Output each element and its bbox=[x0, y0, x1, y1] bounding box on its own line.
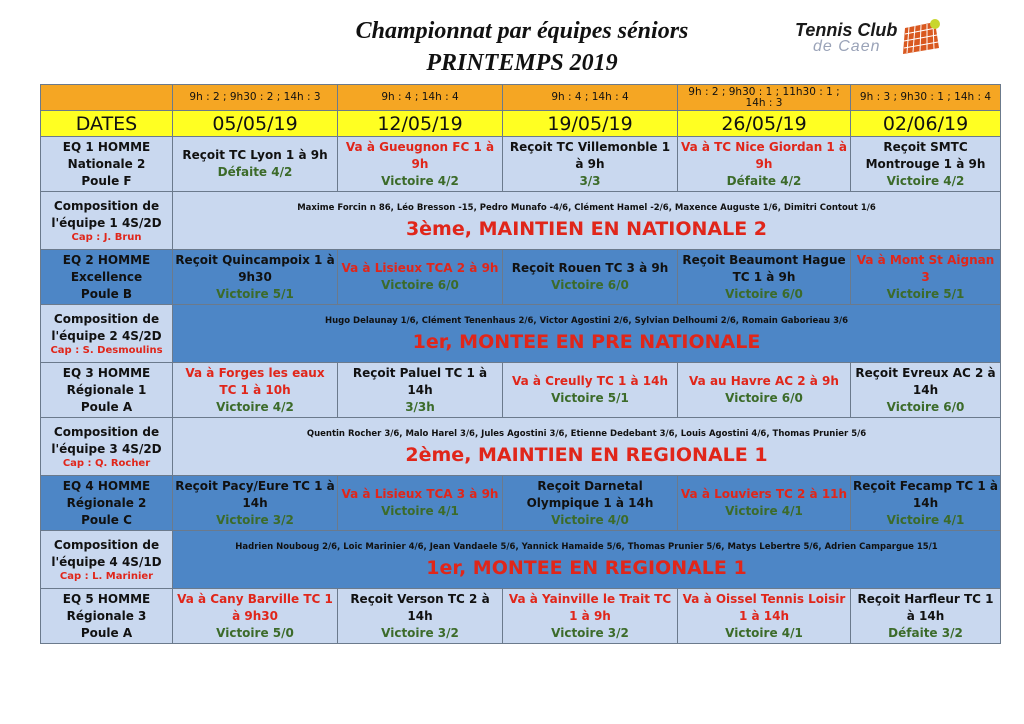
composition-cell bbox=[173, 192, 1001, 250]
players-list: Hadrien Nouboug 2/6, Loic Marinier 4/6, Jean Vandaele 5/6, Yannick Hamaide 5/6, Thomas Prunier 5/6, Matys Lebertre 5/6, Adrien Campargue 15/1 bbox=[235, 541, 938, 552]
composition-label-line: l'équipe 2 4S/2D bbox=[51, 328, 162, 343]
date-cell: 12/05/19 bbox=[338, 111, 503, 137]
match-cell bbox=[851, 250, 1001, 305]
team-label-line: Régionale 2 bbox=[66, 495, 147, 510]
match-result: Victoire 6/0 bbox=[725, 391, 803, 405]
match-cell bbox=[338, 137, 503, 192]
players-list: Quentin Rocher 3/6, Malo Harel 3/6, Jules Agostini 3/6, Etienne Dedebant 3/6, Louis Agostini 4/6, Thomas Prunier 5/6 bbox=[306, 428, 867, 439]
team-row bbox=[41, 137, 1001, 192]
match-opponent: Reçoit TC Villemonble 1 à 9h bbox=[509, 139, 671, 171]
match-cell bbox=[678, 137, 851, 192]
match-opponent: Va à TC Nice Giordan 1 à 9h bbox=[680, 139, 848, 171]
match-opponent: Va à Lisieux TCA 2 à 9h bbox=[341, 261, 499, 275]
match-opponent: Reçoit Verson TC 2 à 14h bbox=[350, 591, 490, 623]
match-result: Victoire 5/0 bbox=[216, 625, 294, 640]
match-cell bbox=[851, 589, 1001, 644]
match-result: Victoire 4/0 bbox=[551, 512, 629, 527]
match-cell bbox=[338, 250, 503, 305]
time-slot-cell: 9h : 4 ; 14h : 4 bbox=[503, 85, 678, 111]
team-label-line: Poule C bbox=[81, 512, 132, 527]
match-opponent: Va à Gueugnon FC 1 à 9h bbox=[345, 139, 495, 171]
composition-row bbox=[41, 305, 1001, 363]
team-row bbox=[41, 363, 1001, 418]
team-label-line: EQ 2 HOMME bbox=[62, 252, 151, 267]
logo-line2: de Caen bbox=[813, 38, 881, 55]
match-opponent: Reçoit Quincampoix 1 à 9h30 bbox=[175, 252, 335, 284]
match-cell bbox=[678, 250, 851, 305]
composition-row bbox=[41, 418, 1001, 476]
team-label-line: Poule F bbox=[81, 173, 132, 188]
team-label-line: EQ 3 HOMME bbox=[62, 365, 151, 380]
match-cell bbox=[173, 250, 338, 305]
team-row bbox=[41, 589, 1001, 644]
team-label-line: Poule A bbox=[80, 399, 133, 414]
match-cell bbox=[173, 589, 338, 644]
match-cell bbox=[851, 476, 1001, 531]
match-opponent: Reçoit Fecamp TC 1 à 14h bbox=[853, 478, 998, 510]
match-cell bbox=[173, 363, 338, 418]
date-cell: 26/05/19 bbox=[678, 111, 851, 137]
logo-line1: Tennis Club bbox=[795, 20, 898, 40]
composition-cell bbox=[173, 305, 1001, 363]
match-result: Victoire 3/2 bbox=[381, 625, 459, 640]
season-status: 3ème, MAINTIEN EN NATIONALE 2 bbox=[405, 217, 768, 240]
match-opponent: Reçoit Evreux AC 2 à 14h bbox=[855, 365, 996, 397]
match-opponent: Va à Forges les eaux TC 1 à 10h bbox=[185, 365, 325, 397]
match-cell bbox=[503, 476, 678, 531]
page-subtitle: PRINTEMPS 2019 bbox=[426, 50, 618, 76]
composition-label-line: l'équipe 4 4S/1D bbox=[51, 554, 162, 569]
match-opponent: Reçoit TC Lyon 1 à 9h bbox=[182, 148, 328, 162]
match-cell bbox=[503, 250, 678, 305]
match-opponent: Va à Creully TC 1 à 14h bbox=[511, 374, 669, 388]
team-label-line: Nationale 2 bbox=[67, 156, 146, 171]
composition-label bbox=[41, 305, 173, 363]
composition-row bbox=[41, 531, 1001, 589]
match-result: Victoire 6/0 bbox=[551, 278, 629, 292]
match-opponent: Reçoit Beaumont Hague TC 1 à 9h bbox=[682, 252, 846, 284]
match-opponent: Reçoit Harfleur TC 1 à 14h bbox=[857, 591, 994, 623]
match-opponent: Va à Oissel Tennis Loisir 1 à 14h bbox=[682, 591, 846, 623]
composition-label bbox=[41, 418, 173, 476]
match-result: Victoire 5/1 bbox=[551, 391, 629, 405]
time-slot-cell: 9h : 4 ; 14h : 4 bbox=[338, 85, 503, 111]
match-opponent: Reçoit Darnetal Olympique 1 à 14h bbox=[526, 478, 654, 510]
match-cell bbox=[503, 137, 678, 192]
match-opponent: Reçoit Pacy/Eure TC 1 à 14h bbox=[175, 478, 335, 510]
match-result: Victoire 4/1 bbox=[725, 504, 803, 518]
match-result: Victoire 4/2 bbox=[381, 173, 459, 188]
match-cell bbox=[338, 476, 503, 531]
composition-label-line: Composition de bbox=[53, 311, 160, 326]
captain-name: Cap : J. Brun bbox=[71, 231, 142, 243]
team-label bbox=[41, 363, 173, 418]
season-status: 1er, MONTEE EN PRE NATIONALE bbox=[412, 330, 761, 353]
season-status: 1er, MONTEE EN REGIONALE 1 bbox=[426, 556, 747, 579]
match-result: Victoire 3/2 bbox=[551, 625, 629, 640]
match-cell bbox=[503, 589, 678, 644]
players-list: Hugo Delaunay 1/6, Clément Tenenhaus 2/6, Victor Agostini 2/6, Sylvian Delhoumi 2/6, Romain Gaborieau 3/6 bbox=[324, 315, 849, 326]
composition-row bbox=[41, 192, 1001, 250]
match-result: Victoire 6/0 bbox=[381, 278, 459, 292]
composition-cell bbox=[173, 418, 1001, 476]
match-opponent: Va à Lisieux TCA 3 à 9h bbox=[341, 487, 499, 501]
times-corner bbox=[41, 85, 173, 111]
match-cell bbox=[173, 137, 338, 192]
match-result: Victoire 4/2 bbox=[216, 399, 294, 414]
match-opponent: Reçoit Paluel TC 1 à 14h bbox=[352, 365, 488, 397]
composition-cell bbox=[173, 531, 1001, 589]
club-logo bbox=[795, 18, 945, 62]
date-cell: 19/05/19 bbox=[503, 111, 678, 137]
match-result: Défaite 4/2 bbox=[217, 165, 293, 179]
team-label bbox=[41, 476, 173, 531]
match-cell bbox=[338, 363, 503, 418]
composition-label-line: Composition de bbox=[53, 198, 160, 213]
page-title: Championnat par équipes séniors bbox=[355, 18, 689, 44]
composition-label bbox=[41, 192, 173, 250]
match-result: Victoire 6/0 bbox=[886, 399, 965, 414]
match-result: Victoire 4/1 bbox=[725, 625, 803, 640]
match-cell bbox=[678, 476, 851, 531]
time-slot-cell: 9h : 2 ; 9h30 : 1 ; 11h30 : 1 ; 14h : 3 bbox=[678, 85, 851, 111]
team-label bbox=[41, 589, 173, 644]
match-result: Victoire 4/1 bbox=[886, 512, 965, 527]
players-list: Maxime Forcin n 86, Léo Bresson -15, Pedro Munafo -4/6, Clément Hamel -2/6, Maxence Auguste 1/6, Dimitri Contout 1/6 bbox=[297, 202, 876, 213]
schedule-table bbox=[40, 84, 1001, 644]
team-row bbox=[41, 250, 1001, 305]
match-cell bbox=[851, 137, 1001, 192]
match-result: Victoire 4/1 bbox=[381, 504, 459, 518]
tennis-court-icon bbox=[899, 18, 941, 58]
date-cell: 02/06/19 bbox=[851, 111, 1001, 137]
team-label-line: EQ 5 HOMME bbox=[62, 591, 151, 606]
season-status: 2ème, MAINTIEN EN REGIONALE 1 bbox=[405, 443, 768, 466]
match-opponent: Va à Cany Barville TC 1 à 9h30 bbox=[177, 591, 333, 623]
team-label-line: Excellence bbox=[70, 269, 143, 284]
match-opponent: Va au Havre AC 2 à 9h bbox=[689, 374, 839, 388]
team-label bbox=[41, 137, 173, 192]
team-label-line: EQ 4 HOMME bbox=[62, 478, 151, 493]
captain-name: Cap : Q. Rocher bbox=[62, 457, 151, 469]
dates-label: DATES bbox=[41, 111, 173, 137]
composition-label-line: Composition de bbox=[53, 424, 160, 439]
match-result: 3/3h bbox=[405, 399, 435, 414]
match-result: 3/3 bbox=[579, 173, 601, 188]
match-opponent: Reçoit SMTC Montrouge 1 à 9h bbox=[865, 139, 986, 171]
match-result: Défaite 3/2 bbox=[888, 625, 963, 640]
times-row bbox=[41, 85, 1001, 111]
match-result: Défaite 4/2 bbox=[726, 173, 802, 188]
match-opponent: Va à Louviers TC 2 à 11h bbox=[680, 487, 848, 501]
composition-label bbox=[41, 531, 173, 589]
team-label-line: Poule A bbox=[80, 625, 133, 640]
date-cell: 05/05/19 bbox=[173, 111, 338, 137]
team-label bbox=[41, 250, 173, 305]
match-cell bbox=[678, 363, 851, 418]
match-result: Victoire 6/0 bbox=[725, 286, 803, 301]
composition-label-line: Composition de bbox=[53, 537, 160, 552]
match-opponent: Va à Yainville le Trait TC 1 à 9h bbox=[508, 591, 672, 623]
match-opponent: Reçoit Rouen TC 3 à 9h bbox=[511, 261, 669, 275]
team-row bbox=[41, 476, 1001, 531]
team-label-line: Poule B bbox=[80, 286, 133, 301]
time-slot-cell: 9h : 2 ; 9h30 : 2 ; 14h : 3 bbox=[173, 85, 338, 111]
match-opponent: Va à Mont St Aignan 3 bbox=[856, 252, 995, 284]
match-result: Victoire 3/2 bbox=[216, 512, 294, 527]
dates-row bbox=[41, 111, 1001, 137]
match-cell bbox=[851, 363, 1001, 418]
team-label-line: Régionale 3 bbox=[66, 608, 147, 623]
match-cell bbox=[338, 589, 503, 644]
match-result: Victoire 4/2 bbox=[886, 173, 965, 188]
team-label-line: Régionale 1 bbox=[66, 382, 147, 397]
captain-name: Cap : L. Marinier bbox=[59, 570, 154, 582]
team-label-line: EQ 1 HOMME bbox=[62, 139, 151, 154]
time-slot-cell: 9h : 3 ; 9h30 : 1 ; 14h : 4 bbox=[851, 85, 1001, 111]
match-cell bbox=[173, 476, 338, 531]
match-result: Victoire 5/1 bbox=[886, 286, 965, 301]
match-result: Victoire 5/1 bbox=[216, 286, 294, 301]
composition-label-line: l'équipe 3 4S/2D bbox=[51, 441, 162, 456]
captain-name: Cap : S. Desmoulins bbox=[50, 344, 163, 356]
match-cell bbox=[678, 589, 851, 644]
composition-label-line: l'équipe 1 4S/2D bbox=[51, 215, 162, 230]
match-cell bbox=[503, 363, 678, 418]
